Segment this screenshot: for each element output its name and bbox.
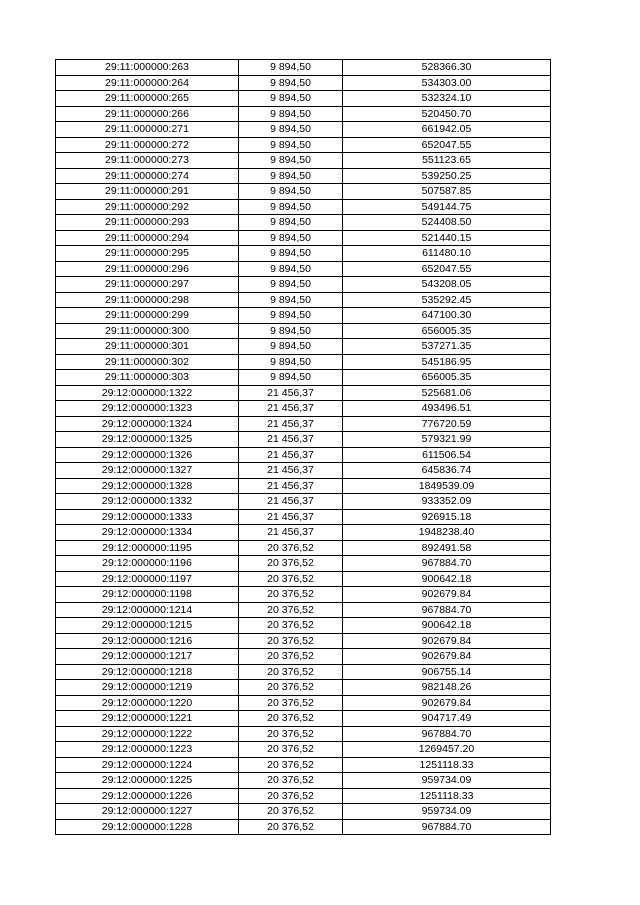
value-cell: 656005.35 — [343, 370, 551, 386]
cadastral-number-cell: 29:11:000000:302 — [56, 354, 239, 370]
cadastral-number-cell: 29:12:000000:1332 — [56, 494, 239, 510]
area-cell: 9 894,50 — [239, 91, 343, 107]
value-cell: 902679.84 — [343, 649, 551, 665]
area-cell: 20 376,52 — [239, 695, 343, 711]
area-cell: 9 894,50 — [239, 277, 343, 293]
value-cell: 1269457.20 — [343, 742, 551, 758]
value-cell: 534303.00 — [343, 75, 551, 91]
table-row — [56, 122, 551, 138]
area-cell: 21 456,37 — [239, 447, 343, 463]
cadastral-number-cell: 29:11:000000:273 — [56, 153, 239, 169]
area-cell: 9 894,50 — [239, 230, 343, 246]
table-row — [56, 711, 551, 727]
area-cell: 20 376,52 — [239, 602, 343, 618]
area-cell: 20 376,52 — [239, 571, 343, 587]
value-cell: 967884.70 — [343, 726, 551, 742]
cadastral-number-cell: 29:12:000000:1325 — [56, 432, 239, 448]
table-row — [56, 618, 551, 634]
table-row — [56, 153, 551, 169]
table-row — [56, 509, 551, 525]
cadastral-number-cell: 29:12:000000:1214 — [56, 602, 239, 618]
area-cell: 9 894,50 — [239, 215, 343, 231]
area-cell: 20 376,52 — [239, 773, 343, 789]
cadastral-number-cell: 29:11:000000:298 — [56, 292, 239, 308]
cadastral-number-cell: 29:11:000000:300 — [56, 323, 239, 339]
cadastral-number-cell: 29:12:000000:1196 — [56, 556, 239, 572]
table-row — [56, 292, 551, 308]
value-cell: 549144.75 — [343, 199, 551, 215]
area-cell: 20 376,52 — [239, 680, 343, 696]
table-row — [56, 478, 551, 494]
value-cell: 1251118.33 — [343, 788, 551, 804]
cadastral-number-cell: 29:11:000000:296 — [56, 261, 239, 277]
area-cell: 20 376,52 — [239, 711, 343, 727]
value-cell: 537271.35 — [343, 339, 551, 355]
cadastral-number-cell: 29:11:000000:293 — [56, 215, 239, 231]
cadastral-number-cell: 29:12:000000:1225 — [56, 773, 239, 789]
table-row — [56, 75, 551, 91]
value-cell: 1849539.09 — [343, 478, 551, 494]
value-cell: 545186.95 — [343, 354, 551, 370]
cadastral-number-cell: 29:12:000000:1197 — [56, 571, 239, 587]
area-cell: 20 376,52 — [239, 757, 343, 773]
area-cell: 20 376,52 — [239, 587, 343, 603]
area-cell: 9 894,50 — [239, 292, 343, 308]
table-row — [56, 106, 551, 122]
cadastral-number-cell: 29:12:000000:1216 — [56, 633, 239, 649]
area-cell: 9 894,50 — [239, 106, 343, 122]
table-row — [56, 339, 551, 355]
table-row — [56, 137, 551, 153]
table-row — [56, 416, 551, 432]
table-row — [56, 695, 551, 711]
table-row — [56, 385, 551, 401]
value-cell: 525681.06 — [343, 385, 551, 401]
area-cell: 9 894,50 — [239, 261, 343, 277]
table-row — [56, 726, 551, 742]
cadastral-number-cell: 29:11:000000:271 — [56, 122, 239, 138]
area-cell: 9 894,50 — [239, 323, 343, 339]
area-cell: 20 376,52 — [239, 540, 343, 556]
cadastral-number-cell: 29:12:000000:1328 — [56, 478, 239, 494]
table-row — [56, 261, 551, 277]
value-cell: 900642.18 — [343, 618, 551, 634]
cadastral-value-table — [55, 59, 551, 835]
area-cell: 21 456,37 — [239, 478, 343, 494]
cadastral-number-cell: 29:12:000000:1327 — [56, 463, 239, 479]
value-cell: 892491.58 — [343, 540, 551, 556]
table-row — [56, 556, 551, 572]
area-cell: 20 376,52 — [239, 556, 343, 572]
value-cell: 652047.55 — [343, 137, 551, 153]
area-cell: 9 894,50 — [239, 153, 343, 169]
table-row — [56, 571, 551, 587]
value-cell: 507587.85 — [343, 184, 551, 200]
value-cell: 539250.25 — [343, 168, 551, 184]
table-row — [56, 199, 551, 215]
value-cell: 493496.51 — [343, 401, 551, 417]
value-cell: 904717.49 — [343, 711, 551, 727]
value-cell: 647100.30 — [343, 308, 551, 324]
value-cell: 926915.18 — [343, 509, 551, 525]
table-row — [56, 649, 551, 665]
value-cell: 1948238.40 — [343, 525, 551, 541]
cadastral-number-cell: 29:12:000000:1224 — [56, 757, 239, 773]
cadastral-number-cell: 29:12:000000:1322 — [56, 385, 239, 401]
cadastral-number-cell: 29:12:000000:1218 — [56, 664, 239, 680]
value-cell: 535292.45 — [343, 292, 551, 308]
cadastral-number-cell: 29:12:000000:1333 — [56, 509, 239, 525]
table-row — [56, 246, 551, 262]
area-cell: 9 894,50 — [239, 184, 343, 200]
cadastral-number-cell: 29:12:000000:1198 — [56, 587, 239, 603]
table-row — [56, 308, 551, 324]
area-cell: 9 894,50 — [239, 370, 343, 386]
table-row — [56, 788, 551, 804]
table-row — [56, 587, 551, 603]
cadastral-number-cell: 29:12:000000:1220 — [56, 695, 239, 711]
cadastral-number-cell: 29:12:000000:1334 — [56, 525, 239, 541]
area-cell: 9 894,50 — [239, 168, 343, 184]
cadastral-number-cell: 29:11:000000:272 — [56, 137, 239, 153]
area-cell: 9 894,50 — [239, 246, 343, 262]
table-row — [56, 773, 551, 789]
cadastral-number-cell: 29:11:000000:292 — [56, 199, 239, 215]
cadastral-number-cell: 29:11:000000:295 — [56, 246, 239, 262]
area-cell: 20 376,52 — [239, 788, 343, 804]
area-cell: 21 456,37 — [239, 432, 343, 448]
value-cell: 967884.70 — [343, 819, 551, 835]
cadastral-number-cell: 29:12:000000:1222 — [56, 726, 239, 742]
value-cell: 645836.74 — [343, 463, 551, 479]
table-row — [56, 447, 551, 463]
value-cell: 933352.09 — [343, 494, 551, 510]
cadastral-number-cell: 29:12:000000:1228 — [56, 819, 239, 835]
area-cell: 9 894,50 — [239, 122, 343, 138]
area-cell: 9 894,50 — [239, 339, 343, 355]
cadastral-number-cell: 29:11:000000:303 — [56, 370, 239, 386]
value-cell: 661942.05 — [343, 122, 551, 138]
cadastral-number-cell: 29:12:000000:1326 — [56, 447, 239, 463]
table-body — [56, 60, 551, 835]
area-cell: 9 894,50 — [239, 308, 343, 324]
value-cell: 1251118.33 — [343, 757, 551, 773]
area-cell: 21 456,37 — [239, 525, 343, 541]
value-cell: 611506.54 — [343, 447, 551, 463]
cadastral-number-cell: 29:12:000000:1223 — [56, 742, 239, 758]
area-cell: 20 376,52 — [239, 804, 343, 820]
cadastral-number-cell: 29:12:000000:1324 — [56, 416, 239, 432]
value-cell: 982148.26 — [343, 680, 551, 696]
area-cell: 20 376,52 — [239, 742, 343, 758]
value-cell: 967884.70 — [343, 556, 551, 572]
area-cell: 21 456,37 — [239, 416, 343, 432]
table-row — [56, 401, 551, 417]
table-row — [56, 819, 551, 835]
value-cell: 656005.35 — [343, 323, 551, 339]
value-cell: 520450.70 — [343, 106, 551, 122]
value-cell: 776720.59 — [343, 416, 551, 432]
cadastral-number-cell: 29:12:000000:1226 — [56, 788, 239, 804]
cadastral-number-cell: 29:11:000000:294 — [56, 230, 239, 246]
table-row — [56, 633, 551, 649]
table-row — [56, 742, 551, 758]
cadastral-number-cell: 29:11:000000:291 — [56, 184, 239, 200]
cadastral-number-cell: 29:12:000000:1217 — [56, 649, 239, 665]
cadastral-number-cell: 29:12:000000:1323 — [56, 401, 239, 417]
value-cell: 900642.18 — [343, 571, 551, 587]
value-cell: 959734.09 — [343, 804, 551, 820]
value-cell: 528366.30 — [343, 60, 551, 76]
table-row — [56, 757, 551, 773]
area-cell: 20 376,52 — [239, 649, 343, 665]
table-row — [56, 354, 551, 370]
value-cell: 959734.09 — [343, 773, 551, 789]
cadastral-number-cell: 29:11:000000:264 — [56, 75, 239, 91]
cadastral-number-cell: 29:11:000000:265 — [56, 91, 239, 107]
value-cell: 579321.99 — [343, 432, 551, 448]
table-row — [56, 525, 551, 541]
value-cell: 521440.15 — [343, 230, 551, 246]
value-cell: 611480.10 — [343, 246, 551, 262]
table-row — [56, 60, 551, 76]
area-cell: 9 894,50 — [239, 60, 343, 76]
value-cell: 543208.05 — [343, 277, 551, 293]
cadastral-number-cell: 29:11:000000:266 — [56, 106, 239, 122]
value-cell: 551123.65 — [343, 153, 551, 169]
area-cell: 21 456,37 — [239, 401, 343, 417]
table-row — [56, 277, 551, 293]
table-row — [56, 804, 551, 820]
cadastral-number-cell: 29:11:000000:301 — [56, 339, 239, 355]
table-row — [56, 184, 551, 200]
value-cell: 967884.70 — [343, 602, 551, 618]
area-cell: 9 894,50 — [239, 137, 343, 153]
value-cell: 906755.14 — [343, 664, 551, 680]
table-row — [56, 323, 551, 339]
value-cell: 652047.55 — [343, 261, 551, 277]
area-cell: 20 376,52 — [239, 819, 343, 835]
table-row — [56, 91, 551, 107]
cadastral-number-cell: 29:12:000000:1219 — [56, 680, 239, 696]
value-cell: 902679.84 — [343, 587, 551, 603]
cadastral-number-cell: 29:12:000000:1227 — [56, 804, 239, 820]
area-cell: 21 456,37 — [239, 385, 343, 401]
area-cell: 20 376,52 — [239, 618, 343, 634]
table-row — [56, 463, 551, 479]
cadastral-number-cell: 29:12:000000:1195 — [56, 540, 239, 556]
cadastral-number-cell: 29:12:000000:1221 — [56, 711, 239, 727]
cadastral-number-cell: 29:11:000000:274 — [56, 168, 239, 184]
cadastral-number-cell: 29:11:000000:263 — [56, 60, 239, 76]
table-row — [56, 230, 551, 246]
table-row — [56, 168, 551, 184]
area-cell: 21 456,37 — [239, 509, 343, 525]
area-cell: 9 894,50 — [239, 354, 343, 370]
value-cell: 902679.84 — [343, 695, 551, 711]
area-cell: 9 894,50 — [239, 199, 343, 215]
table-row — [56, 215, 551, 231]
cadastral-number-cell: 29:11:000000:297 — [56, 277, 239, 293]
table-row — [56, 540, 551, 556]
value-cell: 532324.10 — [343, 91, 551, 107]
table-row — [56, 432, 551, 448]
area-cell: 20 376,52 — [239, 664, 343, 680]
table-row — [56, 680, 551, 696]
table-row — [56, 664, 551, 680]
cadastral-number-cell: 29:12:000000:1215 — [56, 618, 239, 634]
area-cell: 21 456,37 — [239, 494, 343, 510]
table-row — [56, 370, 551, 386]
area-cell: 20 376,52 — [239, 633, 343, 649]
value-cell: 902679.84 — [343, 633, 551, 649]
area-cell: 20 376,52 — [239, 726, 343, 742]
cadastral-number-cell: 29:11:000000:299 — [56, 308, 239, 324]
area-cell: 21 456,37 — [239, 463, 343, 479]
table-row — [56, 602, 551, 618]
table-row — [56, 494, 551, 510]
value-cell: 524408.50 — [343, 215, 551, 231]
area-cell: 9 894,50 — [239, 75, 343, 91]
